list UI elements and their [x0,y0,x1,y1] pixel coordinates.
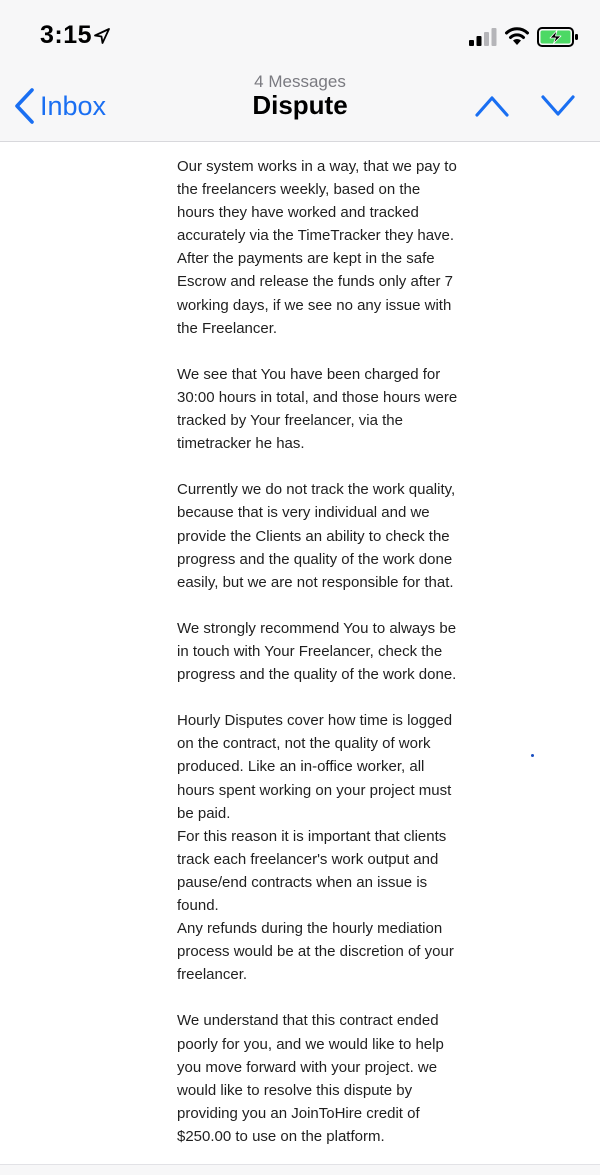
message-count: 4 Messages [254,72,346,91]
message-body [177,155,477,1171]
location-arrow-icon [93,27,111,45]
status-time: 3:15 [40,21,93,49]
message-paragraph: We understand that this contract ended poorly for you, and we would like to help you move forward with your project. we would like to resolve this dispute by providing you an JoinToHire credit of $250.00 to use on the platform. [177,1012,444,1145]
next-message-button[interactable] [540,93,576,119]
cellular-signal-icon [469,28,497,46]
wifi-icon [504,26,530,46]
message-paragraph: We see that You have been charged for 30:00 hours in total, and those hours were tracked by Your freelancer, via the timetracker he has. [177,365,458,453]
message-paragraph: Hourly Disputes cover how time is logged on the contract, not the quality of work produced. Like an in-office worker, all hours spent working on your project must be paid. For this reason it is important that clients track each freelancer's work output and pause/end contracts when an issue is found. Any refunds during the hourly mediation process would be at the discretion of your freelancer. [177,712,454,984]
previous-message-button[interactable] [474,93,510,119]
scroll-indicator-dot [531,754,534,757]
message-paragraph: Currently we do not track the work quality, because that is very individual and we provide the Clients an ability to check the progress and the quality of the work done easily, but we are not responsible for that. [177,481,456,591]
navigation-header [0,0,600,142]
back-label: Inbox [40,90,107,121]
bottom-toolbar-edge [0,1164,600,1175]
battery-charging-icon [537,26,579,48]
message-paragraph: We strongly recommend You to always be in touch with Your Freelancer, check the progress and the quality of the work done. [177,619,457,684]
message-paragraph: Our system works in a way, that we pay to the freelancers weekly, based on the hours they have worked and tracked accurately via the TimeTracker they have. After the payments are kept in the safe Escrow and release the funds only after 7 working days, if we see no any issue with the Freelancer. [177,158,457,337]
page-title: Dispute [252,90,348,120]
